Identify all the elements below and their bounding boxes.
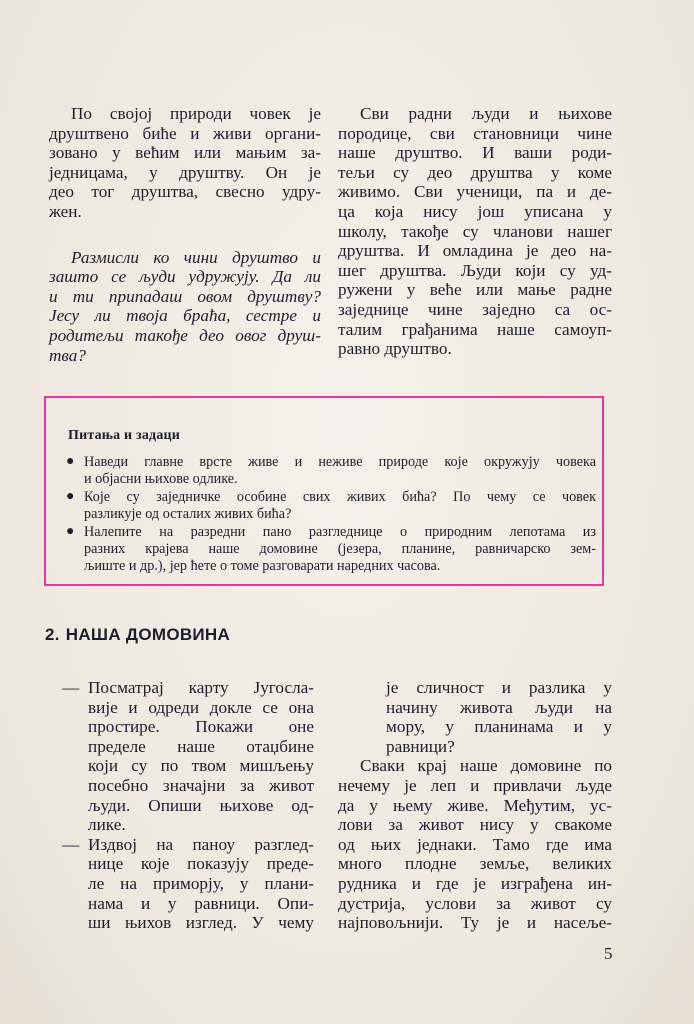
text-line: Наведи главне врсте живе и неживе природе које окружују човека xyxy=(84,454,596,470)
text-line: дустрија, услови за живот су xyxy=(338,893,612,913)
text-line: Сваки крај наше домовине по xyxy=(360,756,612,776)
text-line: је сличност и разлика у xyxy=(386,678,612,697)
text-line: По својој природи човек је xyxy=(71,104,321,123)
text-line: породице, сви становници чине xyxy=(338,123,612,143)
text-line: шег друштва. Људи који су уд- xyxy=(338,260,612,280)
text-line: равници? xyxy=(386,736,455,756)
text-line: Сви радни људи и њихове xyxy=(360,104,612,123)
bullet-icon: ● xyxy=(66,489,75,505)
text-line: пределе наше отаџбине xyxy=(88,736,314,756)
text-line: ца која нису још уписана у xyxy=(338,201,612,221)
list-item-text xyxy=(84,489,596,522)
questions-list xyxy=(66,454,596,576)
text-line: разних крајева наше домовине (језера, планине, равничарско зем- xyxy=(84,540,596,557)
text-line: друштвено биће и живи органи- xyxy=(49,123,321,143)
bottom-left-column xyxy=(62,678,314,933)
list-item xyxy=(66,489,596,522)
section-heading xyxy=(45,625,230,645)
top-left-column xyxy=(49,104,321,365)
text-line: ши њихов изглед. У чему xyxy=(88,913,314,933)
list-item-text xyxy=(84,524,596,574)
text-line: најповољнији. Ту је и насеље- xyxy=(338,913,612,933)
text-line: посебно значајни за живот xyxy=(88,775,314,795)
task-continuation xyxy=(338,678,612,756)
task-item xyxy=(62,835,314,933)
text-line: разликује од осталих живих бића? xyxy=(84,505,292,522)
text-line: живимо. Сви ученици, па и де- xyxy=(338,182,612,202)
bullet-icon: ● xyxy=(66,454,75,469)
text-line: простире. Покажи оне xyxy=(88,717,314,737)
text-line: нице које показују преде- xyxy=(88,854,314,874)
text-line: зашто се људи удружују. Да ли xyxy=(49,267,321,287)
text-line: ле на приморју, у плани- xyxy=(88,873,314,893)
text-line: школу, такође су чланови нашег xyxy=(338,221,612,241)
text-line: друштва. И омладина је део на- xyxy=(338,241,612,261)
text-line: Посматрај карту Југосла- xyxy=(88,678,314,697)
society-paragraph xyxy=(338,104,612,359)
text-line: и ти припадаш овом друштву? xyxy=(49,286,321,306)
bottom-right-column xyxy=(338,678,612,933)
text-line: Јесу ли твоја браћа, сестре и xyxy=(49,306,321,326)
text-line: талим грађанима наше самоуп- xyxy=(338,319,612,339)
text-line: много плодне земље, великих xyxy=(338,854,612,874)
text-line: да у њему живе. Међутим, ус- xyxy=(338,795,612,815)
top-right-column xyxy=(338,104,612,359)
section-number: 2. xyxy=(45,625,60,644)
text-line: Размисли ко чини друштво и xyxy=(71,247,321,267)
text-line: људи. Опиши њихове од- xyxy=(88,795,314,815)
text-line: једницама, у друштву. Он је xyxy=(49,162,321,182)
text-line: начину живота људи на xyxy=(386,697,612,717)
text-line: жен. xyxy=(49,201,82,221)
page-number: 5 xyxy=(604,944,613,963)
bullet-icon: ● xyxy=(66,524,75,540)
text-line: Које су заједничке особине свих живих бића? По чему се човек xyxy=(84,489,596,506)
list-item xyxy=(66,524,596,574)
text-line: лике. xyxy=(88,815,126,835)
list-item-text xyxy=(84,454,596,487)
list-item xyxy=(66,454,596,487)
section-title: НАША ДОМОВИНА xyxy=(65,625,231,644)
text-line: Налепите на разредни пано разгледнице о природним лепотама из xyxy=(84,524,596,541)
text-line: мору, у планинама и у xyxy=(386,717,612,737)
dash-marker: — xyxy=(62,678,80,697)
homeland-paragraph xyxy=(338,756,612,932)
text-line: наше друштво. И ваши роди- xyxy=(338,143,612,163)
text-line: тељи су део друштва у коме xyxy=(338,162,612,182)
question-paragraph xyxy=(49,248,321,366)
text-line: тва? xyxy=(49,345,86,365)
text-line: зовано у већим или мањим за- xyxy=(49,143,321,163)
text-line: Издвој на паноу разглед- xyxy=(88,834,314,854)
text-line: рудника и где је изграђена ин- xyxy=(338,873,612,893)
task-item xyxy=(62,678,314,835)
text-line: лови за живот нису у свакоме xyxy=(338,815,612,835)
text-line: који су по твом мишљењу xyxy=(88,756,314,776)
text-line: и објасни њихове одлике. xyxy=(84,470,238,487)
text-line: део тог друштва, свесно удру- xyxy=(49,182,321,202)
intro-paragraph xyxy=(49,104,321,222)
text-line: ружени у веће или мање радне xyxy=(338,280,612,300)
text-line: родитељи такође део овог друш- xyxy=(49,325,321,345)
text-line: нечему је леп и привлачи људе xyxy=(338,775,612,795)
text-line: љиште и др.), јер ћете о томе разговарати наредних часова. xyxy=(84,557,441,574)
questions-box-title: Питања и задаци xyxy=(68,428,181,443)
text-line: вије и одреди докле се она xyxy=(88,697,314,717)
text-line: нама и у равници. Опи- xyxy=(88,893,314,913)
text-line: заједнице чине заједно са ос- xyxy=(338,299,612,319)
questions-box xyxy=(44,396,604,586)
text-line: од њих једнаки. Тамо где има xyxy=(338,834,612,854)
dash-marker: — xyxy=(62,834,80,854)
text-line: равно друштво. xyxy=(338,339,452,359)
